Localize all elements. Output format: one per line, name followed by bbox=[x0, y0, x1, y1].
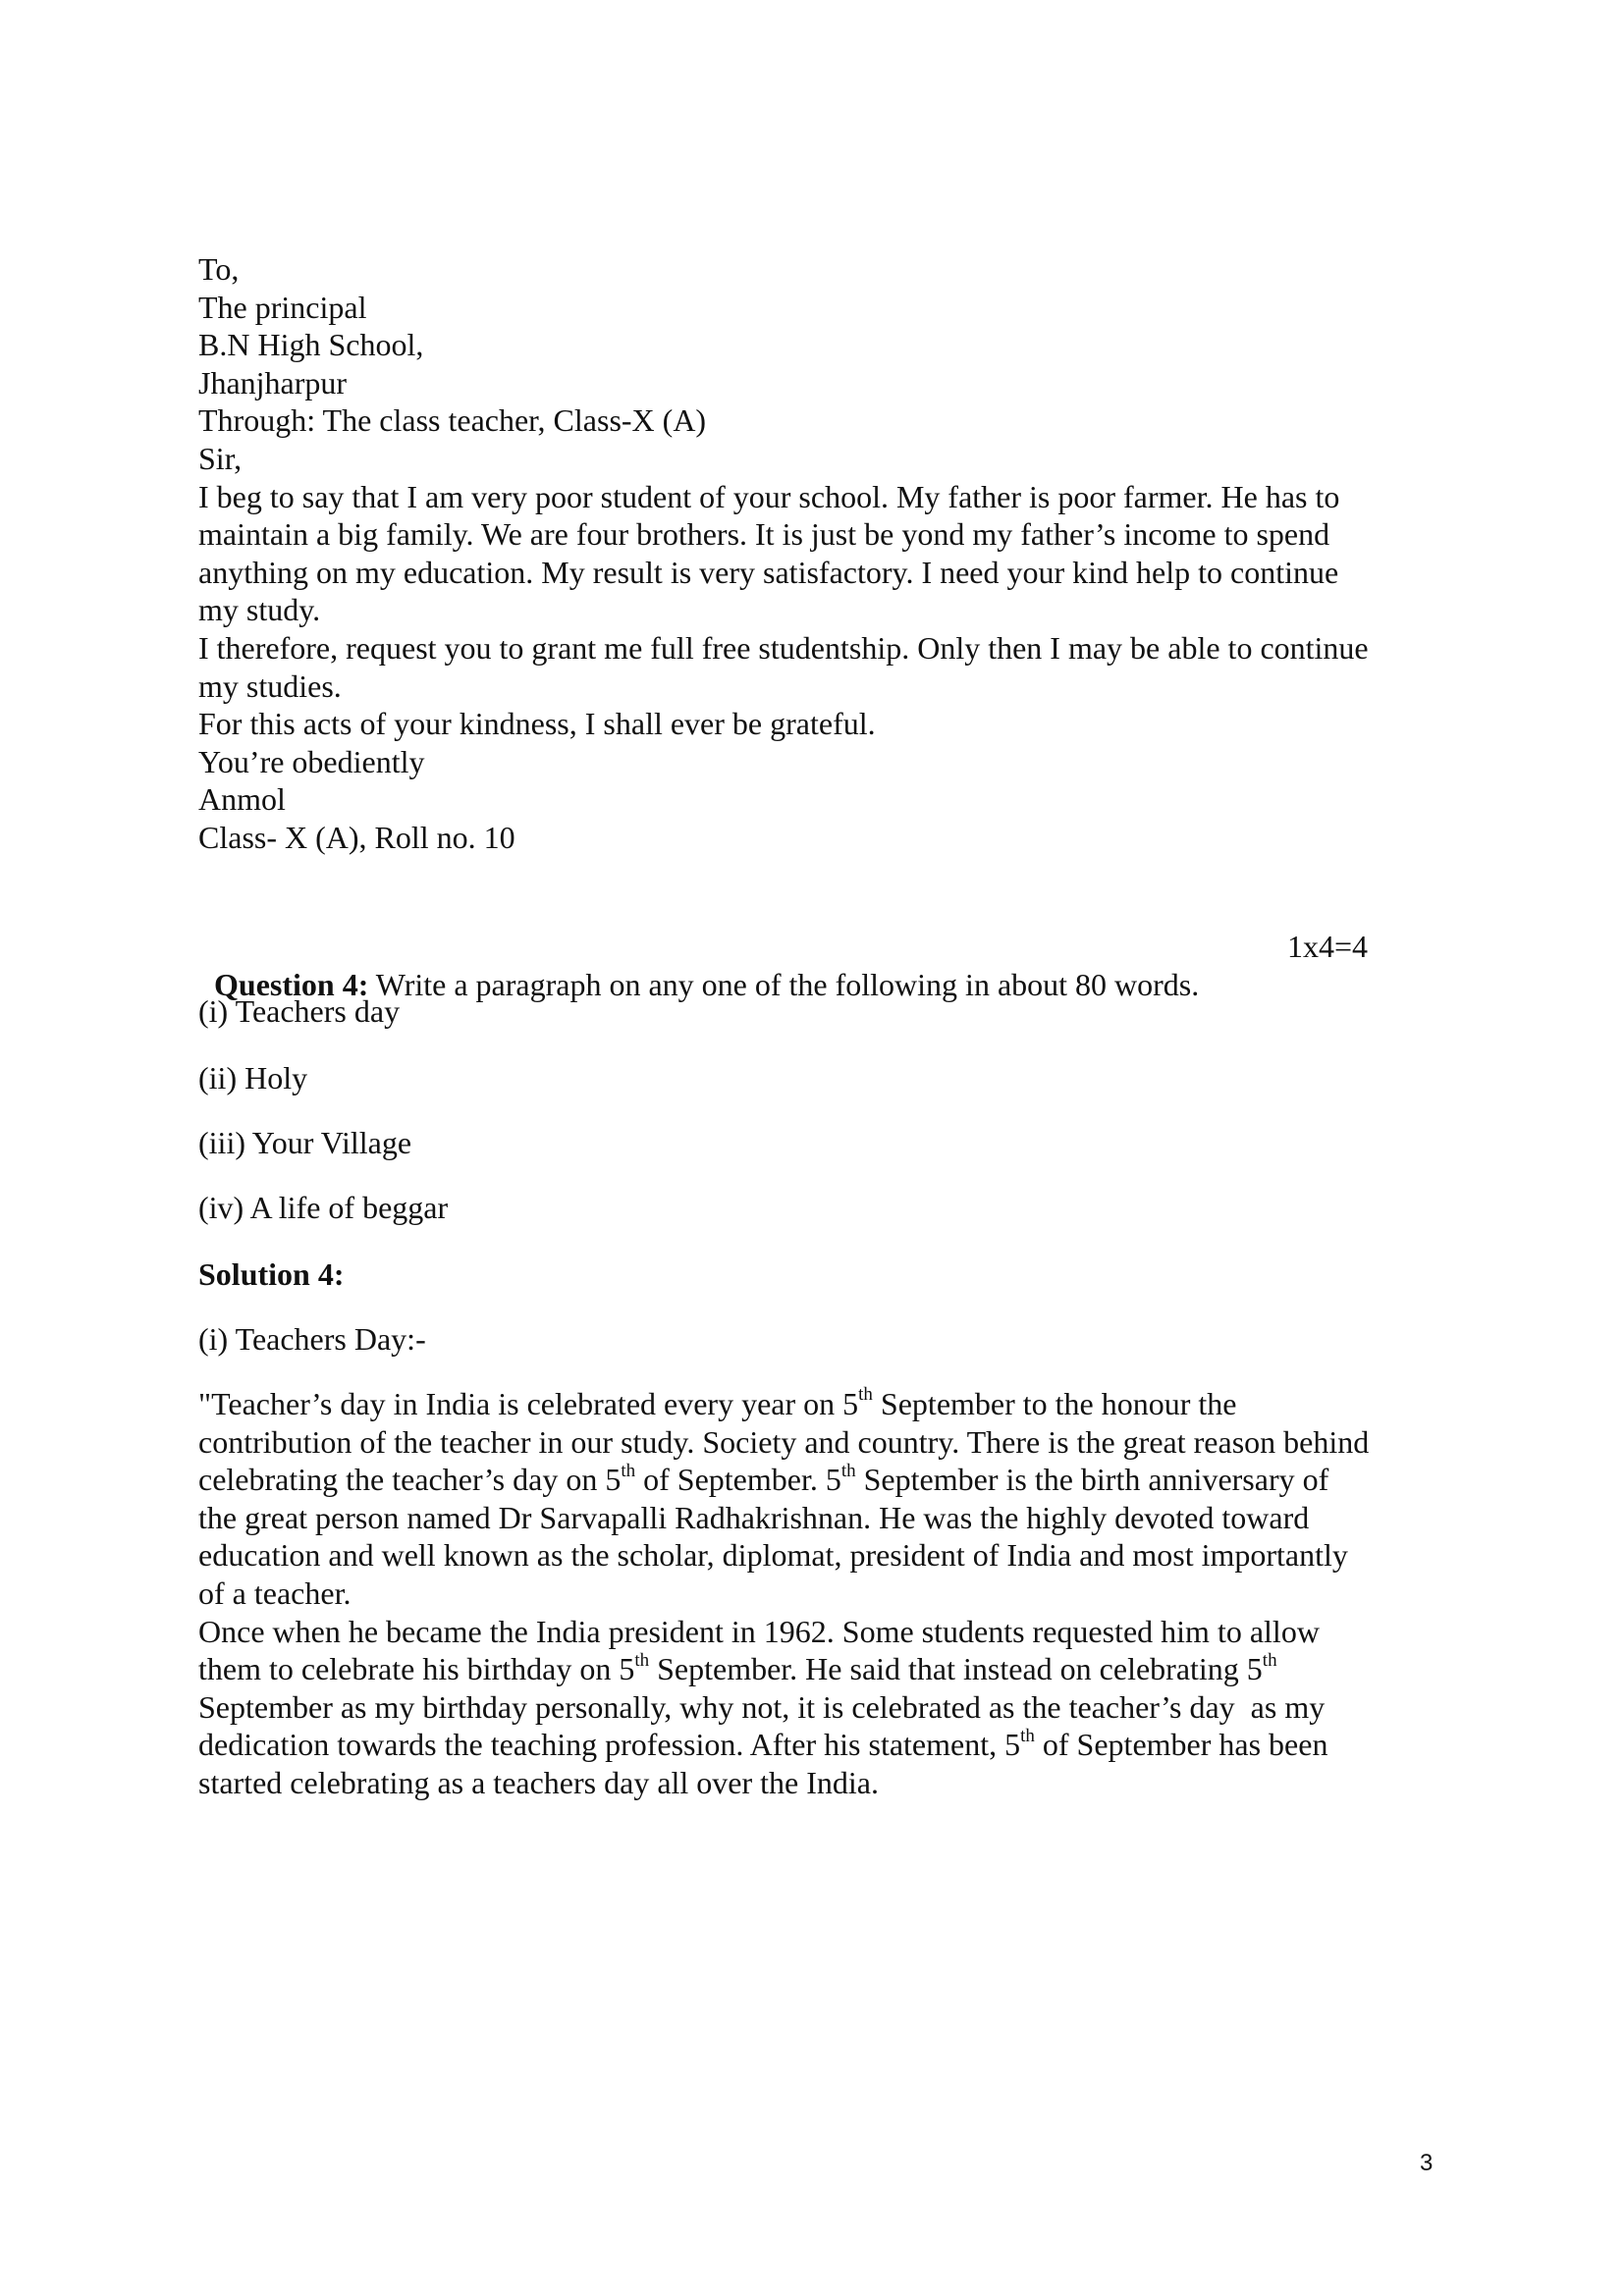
text-line bbox=[198, 1575, 1475, 1613]
question-text: Write a paragraph on any one of the following in about 80 words. bbox=[368, 966, 1200, 1002]
text-line bbox=[198, 819, 1475, 857]
option-2: (ii) Holy bbox=[198, 1060, 308, 1095]
text-segment: Class- X (A), Roll no. 10 bbox=[198, 819, 515, 855]
text-segment: September is the birth anniversary of bbox=[855, 1462, 1329, 1498]
text-segment: The principal bbox=[198, 289, 367, 325]
text-segment: You’re obediently bbox=[198, 743, 425, 779]
solution-paragraph bbox=[198, 1385, 1475, 1802]
text-line bbox=[198, 289, 1475, 327]
superscript: th bbox=[621, 1460, 636, 1481]
text-segment: them to celebrate his birthday on 5 bbox=[198, 1651, 635, 1687]
text-segment: September to the honour the bbox=[872, 1386, 1237, 1421]
text-line bbox=[198, 1536, 1475, 1575]
text-line bbox=[198, 629, 1475, 667]
text-line bbox=[198, 364, 1475, 402]
text-segment: I therefore, request you to grant me full free studentship. Only then I may be able to continue bbox=[198, 629, 1369, 666]
solution-label: Solution 4: bbox=[198, 1256, 345, 1292]
text-segment: celebrating the teacher’s day on 5 bbox=[198, 1462, 622, 1498]
text-segment: my studies. bbox=[198, 667, 342, 704]
text-segment: Anmol bbox=[198, 781, 286, 818]
text-segment: of September. 5 bbox=[635, 1462, 841, 1498]
text-segment: To, bbox=[198, 251, 240, 287]
text-line bbox=[198, 440, 1475, 478]
text-line bbox=[198, 515, 1475, 554]
text-line bbox=[198, 478, 1475, 516]
text-segment: Through: The class teacher, Class-X (A) bbox=[198, 402, 707, 439]
text-segment: started celebrating as a teachers day all over the India. bbox=[198, 1764, 879, 1800]
text-segment: dedication towards the teaching profession. After his statement, 5 bbox=[198, 1727, 1021, 1763]
text-line bbox=[198, 554, 1475, 592]
superscript: th bbox=[840, 1460, 856, 1481]
option-1: (i) Teachers day bbox=[198, 993, 401, 1029]
text-segment: For this acts of your kindness, I shall ever be grateful. bbox=[198, 706, 876, 742]
text-line bbox=[198, 326, 1475, 364]
text-line bbox=[198, 1688, 1475, 1727]
text-line bbox=[198, 743, 1475, 781]
text-segment: contribution of the teacher in our study. Society and country. There is the great reason behind bbox=[198, 1423, 1370, 1460]
text-line bbox=[198, 401, 1475, 440]
text-line bbox=[198, 667, 1475, 706]
text-line bbox=[198, 1613, 1475, 1651]
text-line bbox=[198, 250, 1475, 289]
text-line bbox=[198, 1726, 1475, 1764]
text-segment: my study. bbox=[198, 592, 321, 628]
text-segment: "Teacher’s day in India is celebrated every year on 5 bbox=[198, 1386, 859, 1421]
option-3: (iii) Your Village bbox=[198, 1125, 412, 1160]
question-label: Question 4: bbox=[214, 966, 369, 1002]
text-segment: September as my birthday personally, why not, it is celebrated as the teacher’s day as my bbox=[198, 1688, 1326, 1725]
text-line bbox=[198, 591, 1475, 629]
question-4 bbox=[198, 928, 1475, 1002]
superscript: th bbox=[1020, 1725, 1035, 1746]
text-line bbox=[198, 1461, 1475, 1499]
text-segment: maintain a big family. We are four brothers. It is just be yond my father’s income to spend bbox=[198, 516, 1330, 553]
text-segment: I beg to say that I am very poor student of your school. My father is poor farmer. He has to bbox=[198, 478, 1340, 514]
option-4: (iv) A life of beggar bbox=[198, 1190, 449, 1225]
question-marks: 1x4=4 bbox=[1287, 929, 1369, 964]
text-segment: Once when he became the India president in 1962. Some students requested him to allow bbox=[198, 1613, 1320, 1649]
text-segment: Jhanjharpur bbox=[198, 364, 348, 400]
text-line bbox=[198, 1650, 1475, 1688]
text-segment: the great person named Dr Sarvapalli Radhakrishnan. He was the highly devoted toward bbox=[198, 1499, 1310, 1535]
text-segment: Sir, bbox=[198, 440, 243, 476]
solution-subheading: (i) Teachers Day:- bbox=[198, 1321, 426, 1357]
text-segment: anything on my education. My result is very satisfactory. I need your kind help to continue bbox=[198, 554, 1339, 590]
text-segment: education and well known as the scholar, diplomat, president of India and most importantly bbox=[198, 1537, 1348, 1574]
application-letter bbox=[198, 250, 1475, 857]
text-segment: September. He said that instead on celebrating 5 bbox=[649, 1651, 1263, 1687]
page-number: 3 bbox=[1420, 2150, 1434, 2176]
text-line bbox=[198, 780, 1475, 819]
superscript: th bbox=[634, 1649, 650, 1671]
text-segment: of a teacher. bbox=[198, 1575, 352, 1611]
text-segment: B.N High School, bbox=[198, 327, 424, 363]
text-line bbox=[198, 1385, 1475, 1423]
superscript: th bbox=[1262, 1649, 1277, 1671]
superscript: th bbox=[858, 1384, 873, 1406]
text-line bbox=[198, 1423, 1475, 1462]
text-segment: of September has been bbox=[1034, 1727, 1328, 1763]
text-line bbox=[198, 1764, 1475, 1802]
text-line bbox=[198, 1499, 1475, 1537]
text-line bbox=[198, 705, 1475, 743]
